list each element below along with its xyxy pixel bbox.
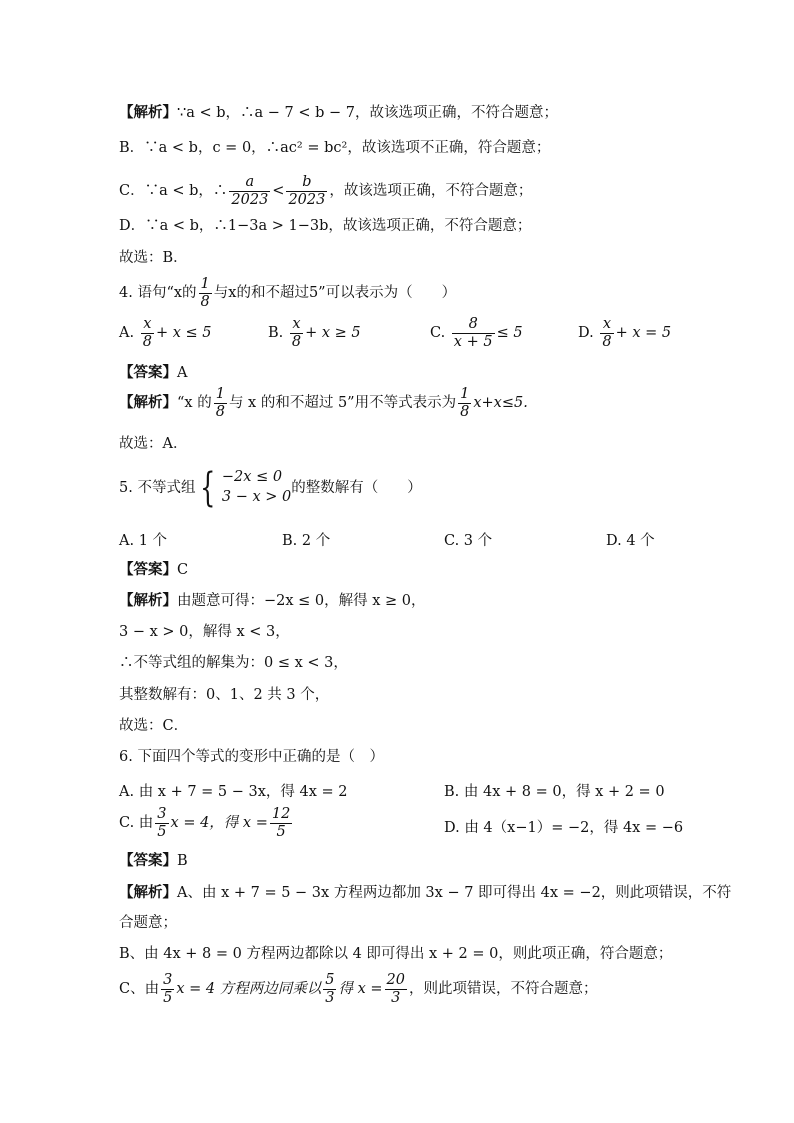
option-pre: C. 由 xyxy=(119,815,154,832)
q5-jiexi-text-1: 由题意可得：−2x ≤ 0，解得 x ≥ 0， xyxy=(177,593,426,609)
q4-option-a-frac xyxy=(141,316,154,350)
q6-jiexi-c-frac2 xyxy=(323,972,336,1006)
q5-option-a: A. 1 个 xyxy=(119,533,168,549)
q6-jiexi-line-a1 xyxy=(119,884,731,902)
q3-choose: 故选：B． xyxy=(119,250,188,266)
frac-num: 1 xyxy=(215,386,225,402)
q6-option-c-frac2 xyxy=(270,806,292,840)
q4-option-b xyxy=(268,316,361,350)
q4-jiexi-line xyxy=(119,386,528,420)
frac-num: 3 xyxy=(157,806,167,822)
brace-symbol: { xyxy=(200,465,216,511)
frac-den: 5 xyxy=(276,823,286,840)
q4-option-a xyxy=(119,316,211,350)
q3-jiexi-text: ∵a < b，∴a − 7 < b − 7，故该选项正确，不符合题意； xyxy=(177,105,558,121)
frac-den: 8 xyxy=(291,333,302,350)
q3-line-b: B．∵a < b，c = 0，∴ac² = bc²，故该选项不正确，符合题意； xyxy=(119,140,551,156)
q3-line-c-pre: C．∵a < b，∴ xyxy=(119,183,228,200)
q6-answer-line xyxy=(119,852,188,870)
q6-jiexi-line-b: B、由 4x + 8 = 0 方程两边都除以 4 即可得出 x + 2 = 0，则此项正确，符合题意； xyxy=(119,946,673,962)
q6-jiexi-c-frac1 xyxy=(161,972,174,1006)
q4-stem xyxy=(119,276,456,310)
q5-jiexi-line-3: ∴不等式组的解集为：0 ≤ x < 3， xyxy=(119,655,348,671)
q5-stem xyxy=(119,465,422,511)
q4-jiexi-frac2 xyxy=(458,386,471,420)
jiexi-c-mid: x = 4 方程两边同乘以 xyxy=(176,981,322,998)
q4-jiexi-post: x+x≤5. xyxy=(473,395,528,412)
frac-den: 2023 xyxy=(288,191,326,208)
q5-answer-line xyxy=(119,561,188,579)
q4-jiexi-label: 【解析】 xyxy=(119,394,177,412)
system-lines xyxy=(222,468,291,507)
frac-den: 8 xyxy=(602,333,612,350)
q6-answer: B xyxy=(177,853,188,869)
q4-option-c xyxy=(430,316,523,350)
frac-num: 8 xyxy=(452,316,495,334)
q3-line-c xyxy=(119,174,532,208)
q5-jiexi-line-1 xyxy=(119,592,426,610)
frac-num: x xyxy=(290,316,303,334)
q5-inequality-system xyxy=(195,465,292,511)
frac-den: 8 xyxy=(142,333,152,350)
jiexi-c-post: ，则此项错误，不符合题意； xyxy=(408,981,598,998)
system-line-1: −2x ≤ 0 xyxy=(221,469,283,486)
q6-option-a: A. 由 x + 7 = 5 − 3x，得 4x = 2 xyxy=(119,784,348,800)
option-label: A. xyxy=(119,325,135,342)
q6-jiexi-c-frac3 xyxy=(385,972,407,1006)
jiexi-c-pre: C、由 xyxy=(119,981,160,998)
q4-stem-frac xyxy=(199,276,212,310)
q6-option-d: D. 由 4（x−1）= −2，得 4x = −6 xyxy=(444,820,684,836)
frac-num: x xyxy=(600,316,613,334)
jiexi-c-mid2: 得 x = xyxy=(338,981,383,998)
q6-option-c xyxy=(119,806,294,840)
frac-num: 5 xyxy=(325,972,335,988)
q5-jiexi-line-2: 3 − x > 0，解得 x < 3， xyxy=(119,624,290,640)
q5-stem-pre: 5. 不等式组 xyxy=(119,480,196,496)
option-expr: + x ≤ 5 xyxy=(155,325,212,342)
q3-line-c-frac1 xyxy=(229,174,270,208)
frac-den: 2023 xyxy=(231,191,269,208)
q4-choose: 故选：A． xyxy=(119,436,188,452)
q4-option-c-frac xyxy=(452,316,495,350)
q6-jiexi-line-a2: 合题意； xyxy=(119,915,177,931)
q3-line-c-frac2 xyxy=(286,174,327,208)
q6-option-c-frac1 xyxy=(155,806,168,840)
q5-option-b: B. 2 个 xyxy=(282,533,331,549)
q3-jiexi-label: 【解析】 xyxy=(119,104,177,121)
option-label: D. xyxy=(578,325,594,342)
frac-num: x xyxy=(141,316,154,334)
q3-line-c-mid: < xyxy=(272,183,285,200)
q5-stem-post: 的整数解有（ ） xyxy=(291,480,422,496)
frac-num: 3 xyxy=(163,972,173,988)
frac-den: 8 xyxy=(200,293,210,310)
frac-num: a xyxy=(229,174,270,192)
q6-jiexi-line-c xyxy=(119,972,597,1006)
frac-num: 20 xyxy=(386,972,405,988)
option-label: C. xyxy=(430,325,446,342)
q6-jiexi-label: 【解析】 xyxy=(119,884,177,901)
frac-num: 1 xyxy=(200,276,210,292)
q4-stem-post: 与x的和不超过5”可以表示为（ ） xyxy=(213,285,457,302)
q4-answer: A xyxy=(177,365,188,381)
frac-num: 1 xyxy=(460,386,470,402)
frac-den: 5 xyxy=(157,823,167,840)
frac-den: 3 xyxy=(391,989,401,1006)
q5-option-c: C. 3 个 xyxy=(444,533,493,549)
q4-stem-pre: 4. 语句“x的 xyxy=(119,285,197,302)
q6-answer-label: 【答案】 xyxy=(119,852,177,869)
q4-option-d-frac xyxy=(600,316,613,350)
system-line-2: 3 − x > 0 xyxy=(221,489,292,505)
frac-num: b xyxy=(286,174,327,192)
frac-den: 3 xyxy=(325,989,335,1006)
option-expr: ≤ 5 xyxy=(496,325,523,342)
q6-option-b: B. 由 4x + 8 = 0，得 x + 2 = 0 xyxy=(444,784,665,800)
q5-answer: C xyxy=(177,562,189,578)
q4-jiexi-mid: 与 x 的和不超过 5”用不等式表示为 xyxy=(228,395,457,412)
q3-jiexi-line xyxy=(119,104,558,122)
frac-den: 5 xyxy=(163,989,173,1006)
q5-jiexi-label: 【解析】 xyxy=(119,592,177,609)
q4-jiexi-frac1 xyxy=(214,386,227,420)
q5-choose: 故选：C． xyxy=(119,718,189,734)
q6-jiexi-a1: A、由 x + 7 = 5 − 3x 方程两边都加 3x − 7 即可得出 4x = −2，则此项错误，不符 xyxy=(177,885,732,901)
q4-answer-label: 【答案】 xyxy=(119,364,177,381)
q5-option-d: D. 4 个 xyxy=(606,533,655,549)
frac-den: 8 xyxy=(215,403,225,420)
q6-stem: 6. 下面四个等式的变形中正确的是（ ） xyxy=(119,749,384,765)
frac-num: 12 xyxy=(271,806,291,822)
q4-option-b-frac xyxy=(290,316,303,350)
q4-option-d xyxy=(578,316,671,350)
frac-den: 8 xyxy=(460,403,470,420)
option-expr: + x = 5 xyxy=(615,325,672,342)
q5-jiexi-line-4: 其整数解有：0、1、2 共 3 个， xyxy=(119,687,330,703)
option-expr: + x ≥ 5 xyxy=(305,325,361,342)
frac-den: x + 5 xyxy=(453,333,493,350)
q3-line-d: D．∵a < b，∴1−3a > 1−3b，故该选项正确，不符合题意； xyxy=(119,218,532,234)
option-mid: x = 4，得 x = xyxy=(170,815,268,832)
q5-answer-label: 【答案】 xyxy=(119,561,177,578)
q4-answer-line xyxy=(119,364,187,382)
q4-jiexi-pre: “x 的 xyxy=(177,395,212,412)
option-label: B. xyxy=(268,325,284,342)
q3-line-c-post: ，故该选项正确，不符合题意； xyxy=(329,183,533,200)
